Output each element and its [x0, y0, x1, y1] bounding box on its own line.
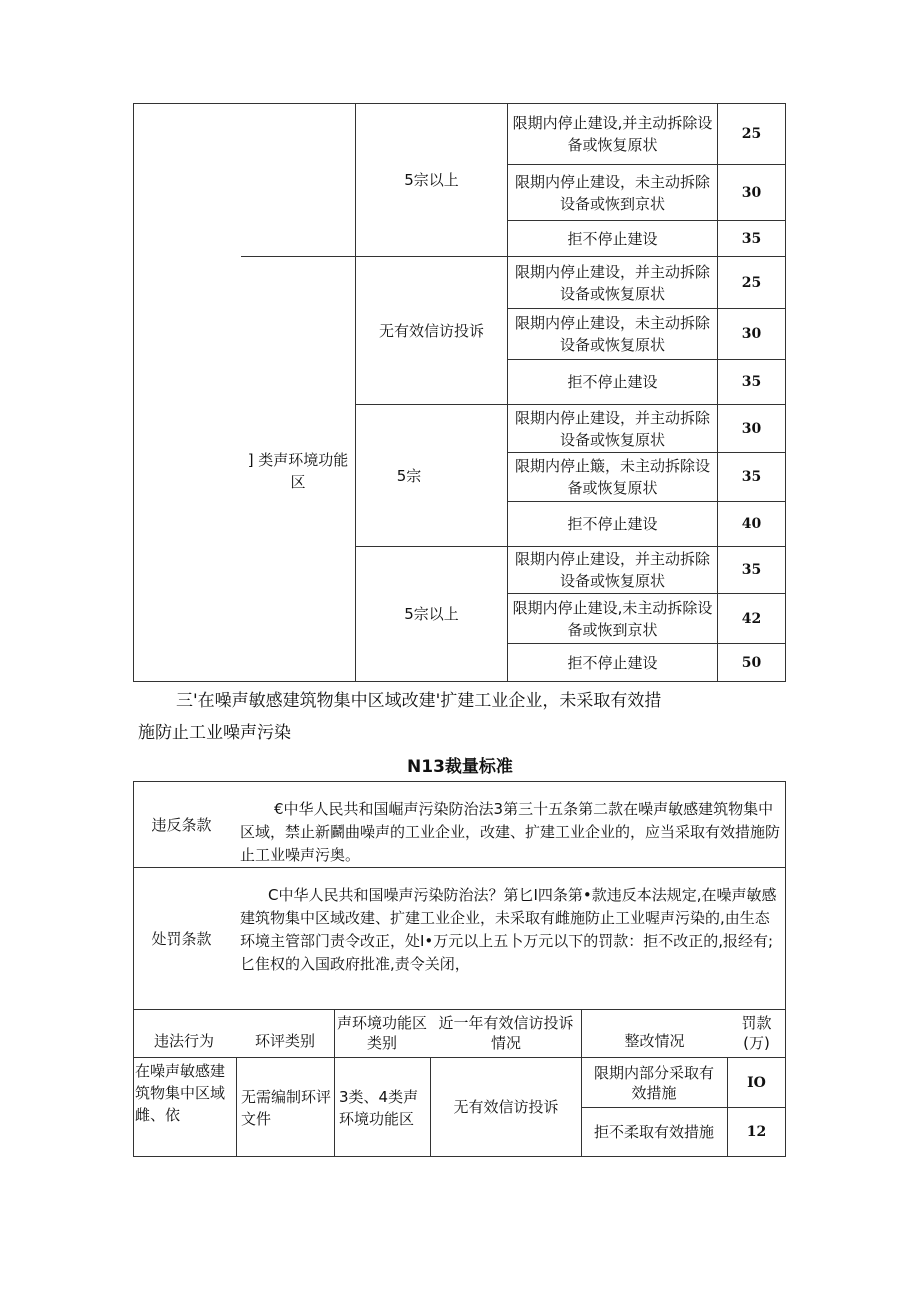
header-rectify: 整改情况	[624, 1032, 685, 1050]
complaint-cell: 无有效信访投诉	[378, 321, 484, 340]
row-eia-type: 无需编制环评文件	[241, 1088, 332, 1128]
section-heading-line-1: 三'在噪声敏感建筑物集中区域改建'扩建工业企业，未采取有效措	[176, 691, 662, 711]
fine-value: 42	[741, 610, 762, 627]
region-label: ] 类声环境功能区	[247, 451, 349, 491]
action-cell: 限期内停止建设，并主动拆除设备或恢复原状	[514, 408, 710, 449]
violation-text: €中华人民共和国崛声污染防治法3第三十五条第二款在噪声敏感建筑物集中区域，禁止新鬬曲噪声的工业企业，改建、扩建工业企业的，应当采取有效措施防止工业噪声污奥。	[240, 800, 781, 864]
fine-value: 35	[741, 374, 762, 390]
action-cell: 拒不停止建设	[567, 515, 658, 533]
action-cell: 拒不停止建设	[567, 373, 658, 391]
action-cell: 限期内停止建设,并主动拆除设备或恢复原状	[512, 114, 713, 154]
penalty-label: 处罚条款	[151, 929, 212, 948]
action-cell: 拒不停止建设	[567, 653, 658, 672]
section-heading-line-2: 施防止工业噪声污染	[138, 723, 291, 743]
action-cell: 限期内停止建设,未主动拆除设备或恢到京状	[512, 598, 713, 639]
complaint-cell: 5宗	[396, 466, 422, 485]
fine-value: 25	[741, 126, 762, 142]
fine-value: 35	[741, 230, 762, 247]
action-cell: 限期内停止簸，未主动拆除设备或恢复原状	[514, 457, 710, 497]
fine-value: 30	[741, 326, 762, 342]
row-fine: IO	[747, 1074, 766, 1091]
header-zone-type: 声环境功能区类别	[337, 1014, 428, 1052]
row-zone-type: 3类、4类声环境功能区	[339, 1088, 419, 1128]
violation-label: 违反条款	[151, 815, 212, 834]
action-cell: 拒不停止建设	[567, 229, 658, 248]
header-behavior: 违法行为	[153, 1032, 214, 1050]
action-cell: 限期内停止建设，并主动拆除设备或恢复原状	[514, 550, 710, 590]
complaint-cell: 5宗以上	[404, 171, 459, 189]
header-complaints: 近一年有效信访投诉情况	[438, 1014, 574, 1052]
complaint-cell: 5宗以上	[404, 605, 459, 623]
fine-value: 40	[741, 516, 762, 532]
action-cell: 限期内停止建设，未主动拆除设备或恢复原状	[514, 314, 710, 354]
action-cell: 限期内停止建设，并主动拆除设备或恢复原状	[514, 262, 710, 303]
row-complaints: 无有效信访投诉	[453, 1098, 559, 1116]
fine-value: 30	[741, 184, 762, 201]
table2-title: N13裁量标准	[407, 757, 513, 777]
fine-value: 50	[741, 654, 762, 671]
fine-value: 30	[741, 420, 762, 437]
header-eia-type: 环评类别	[254, 1032, 315, 1050]
row-rectify: 拒不柔取有效措施	[593, 1123, 714, 1141]
fine-value: 25	[741, 274, 762, 291]
action-cell: 限期内停止建设，未主动拆除设备或恢到京状	[514, 172, 710, 213]
row-fine: 12	[746, 1124, 767, 1140]
row-rectify: 限期内部分采取有效措施	[593, 1063, 714, 1102]
fine-value: 35	[741, 562, 762, 578]
penalty-text: C中华人民共和国噪声污染防治法？第匕I四条第•款违反本法规定,在噪声敏感建筑物集中区域改建、扩建工业企业，未采取有雌施防止工业喔声污染的,由生态环境主管部门责令改正，处I•万元以上五卜万元以下的罚款：拒不改正的,报经有;匕隹权的入国政府批准,责令关闭，	[240, 886, 777, 973]
header-fine: 罚款(万)	[741, 1014, 772, 1052]
fine-value: 35	[741, 469, 762, 485]
row-behavior: 在噪声敏感建筑物集中区域雌、依	[135, 1062, 226, 1124]
